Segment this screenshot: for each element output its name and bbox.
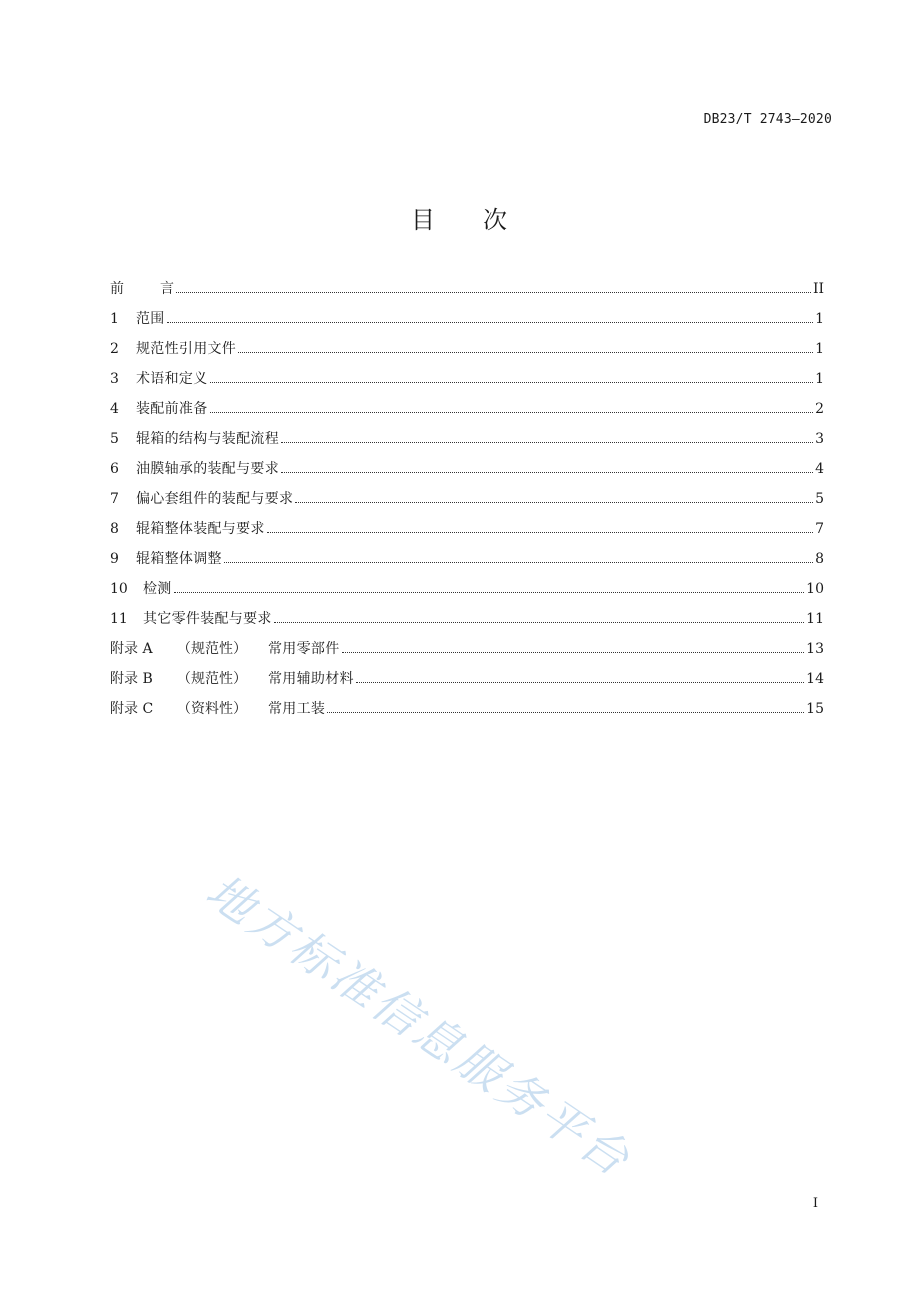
dot-leader xyxy=(174,592,805,593)
dot-leader xyxy=(167,322,813,323)
toc-entry-oil-film-bearing[interactable] xyxy=(110,458,824,488)
dot-leader xyxy=(267,532,813,533)
toc-entry-number: 8 xyxy=(110,521,119,537)
dot-leader xyxy=(281,442,813,443)
toc-entry-title: 规范性引用文件 xyxy=(136,341,237,357)
toc-entry-page: 1 xyxy=(815,371,824,387)
toc-entry-page: 14 xyxy=(806,671,824,687)
toc-entry-page: 11 xyxy=(806,611,824,627)
toc-entry-page: 5 xyxy=(815,491,824,507)
toc-entry-appendix-c[interactable] xyxy=(110,698,824,728)
toc-entry-title: 检测 xyxy=(143,581,172,597)
toc-entry-number: 7 xyxy=(110,491,119,507)
toc-entry-title: 其它零件装配与要求 xyxy=(143,611,272,627)
dot-leader xyxy=(210,382,814,383)
dot-leader xyxy=(356,682,804,683)
toc-entry-normative-references[interactable] xyxy=(110,338,824,368)
toc-entry-title: 常用零部件 xyxy=(268,641,340,657)
toc-entry-title: 油膜轴承的装配与要求 xyxy=(136,461,279,477)
dot-leader xyxy=(327,712,804,713)
toc-entry-terms-definitions[interactable] xyxy=(110,368,824,398)
toc-entry-title: 辊箱整体调整 xyxy=(136,551,222,567)
toc-entry-title: 偏心套组件的装配与要求 xyxy=(136,491,294,507)
toc-entry-number: 附录 C xyxy=(110,701,154,717)
dot-leader xyxy=(224,562,813,563)
toc-entry-title: 范围 xyxy=(136,311,165,327)
toc-entry-number: 附录 A xyxy=(110,641,153,657)
toc-entry-page: 1 xyxy=(815,311,824,327)
toc-entry-overall-assembly[interactable] xyxy=(110,518,824,548)
dot-leader xyxy=(238,352,813,353)
dot-leader xyxy=(210,412,814,413)
toc-entry-appendix-a[interactable] xyxy=(110,638,824,668)
toc-entry-title: 术语和定义 xyxy=(136,371,208,387)
toc-entry-scope[interactable] xyxy=(110,308,824,338)
toc-entry-other-parts[interactable] xyxy=(110,608,824,638)
page-title-char-1: 目 xyxy=(411,206,437,234)
toc-entry-number: 附录 B xyxy=(110,671,153,687)
toc-entry-title: 常用工装 xyxy=(268,701,326,717)
toc-entry-title: 常用辅助材料 xyxy=(268,671,354,687)
watermark: 地方标准信息服务平台 xyxy=(196,863,642,1188)
toc-entry-page: 13 xyxy=(806,641,824,657)
toc-entry-number: 11 xyxy=(110,611,128,627)
toc-entry-number: 2 xyxy=(110,341,119,357)
appendix-type: （规范性） xyxy=(177,641,247,657)
toc-entry-title: 言 xyxy=(160,281,174,297)
toc-entry-page: 2 xyxy=(815,401,824,417)
toc-entry-number: 9 xyxy=(110,551,119,567)
toc-entry-number: 5 xyxy=(110,431,119,447)
toc-entry-title: 装配前准备 xyxy=(136,401,208,417)
dot-leader xyxy=(176,292,811,293)
dot-leader xyxy=(274,622,804,623)
toc-entry-inspection[interactable] xyxy=(110,578,824,608)
toc-entry-page: 3 xyxy=(815,431,824,447)
appendix-type: （资料性） xyxy=(177,701,247,717)
dot-leader xyxy=(342,652,805,653)
page-number: I xyxy=(812,1196,818,1211)
standard-code: DB23/T 2743—2020 xyxy=(703,112,832,127)
table-of-contents xyxy=(110,278,824,728)
toc-entry-page: 8 xyxy=(815,551,824,567)
toc-entry-number: 前 xyxy=(110,281,124,297)
toc-entry-number: 3 xyxy=(110,371,119,387)
toc-entry-title: 辊箱的结构与装配流程 xyxy=(136,431,279,447)
toc-entry-number: 1 xyxy=(110,311,119,327)
toc-entry-eccentric-sleeve[interactable] xyxy=(110,488,824,518)
toc-entry-number: 10 xyxy=(110,581,128,597)
toc-entry-page: 4 xyxy=(815,461,824,477)
toc-entry-preface[interactable] xyxy=(110,278,824,308)
page-title xyxy=(0,200,920,235)
toc-entry-preparation[interactable] xyxy=(110,398,824,428)
toc-entry-page: 7 xyxy=(815,521,824,537)
page-title-char-2: 次 xyxy=(483,206,509,234)
appendix-type: （规范性） xyxy=(177,671,247,687)
toc-entry-structure-process[interactable] xyxy=(110,428,824,458)
toc-entry-page: 1 xyxy=(815,341,824,357)
toc-entry-page: 10 xyxy=(806,581,824,597)
toc-entry-appendix-b[interactable] xyxy=(110,668,824,698)
toc-entry-overall-adjustment[interactable] xyxy=(110,548,824,578)
toc-entry-number: 4 xyxy=(110,401,119,417)
toc-entry-page: II xyxy=(812,281,824,297)
toc-entry-title: 辊箱整体装配与要求 xyxy=(136,521,265,537)
dot-leader xyxy=(281,472,813,473)
toc-entry-number: 6 xyxy=(110,461,119,477)
toc-entry-page: 15 xyxy=(806,701,824,717)
dot-leader xyxy=(295,502,813,503)
